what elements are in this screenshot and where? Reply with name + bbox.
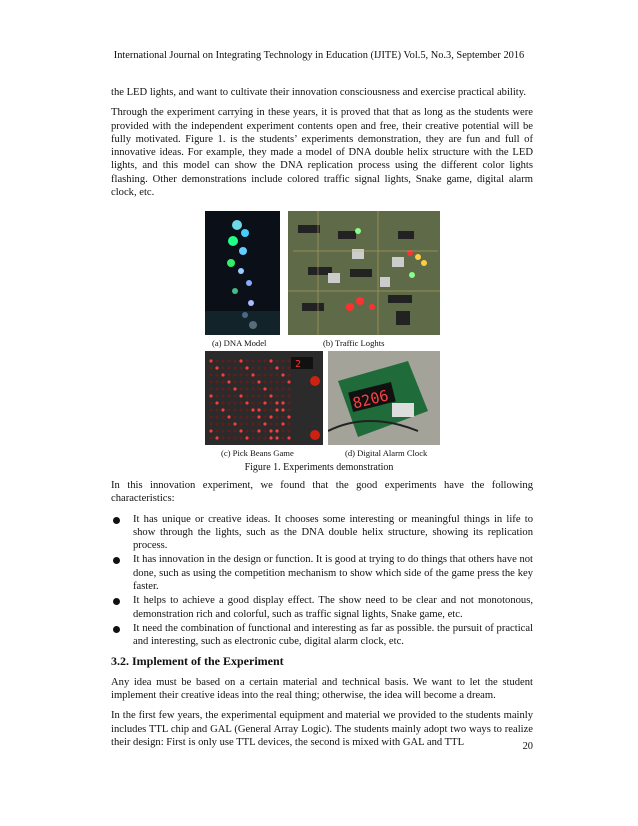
matrix-led xyxy=(263,415,266,418)
paragraph: Through the experiment carrying in these years, it is proved that that as long as the students were provided with the independent experiment contents open and free, their creative potential will be fully motivated. Figure 1. is the students’ experiments demonstration, they are fun and full of innovative ideas. For example, they made a model of DNA double helix structure with the LED lights, and this model can show the DNA replication process using the different color lights flashing. Other demonstrations include colored traffic signal lights, Snake game, digital alarm clock, etc. xyxy=(111,107,533,199)
matrix-led xyxy=(227,380,230,383)
matrix-led xyxy=(239,373,242,376)
bullet-icon xyxy=(113,626,120,633)
matrix-led xyxy=(257,401,260,404)
matrix-led xyxy=(209,387,212,390)
matrix-led xyxy=(275,408,278,411)
matrix-led xyxy=(269,373,272,376)
matrix-led xyxy=(275,394,278,397)
matrix-led xyxy=(245,359,248,362)
matrix-led xyxy=(215,415,218,418)
matrix-led xyxy=(269,422,272,425)
game-score: 2 xyxy=(295,359,302,370)
matrix-led xyxy=(263,373,266,376)
matrix-led xyxy=(227,408,230,411)
matrix-led xyxy=(215,366,218,369)
list-item-text: It has innovation in the design or function. It is good at trying to do things that others have not done, such as using the competition mechanism to show which side of the game press the key faster. xyxy=(133,554,533,593)
paragraph: Any idea must be based on a certain material and technical basis. We want to let the student implement their creative ideas into the real thing; otherwise, the idea will become a dream. xyxy=(111,676,533,702)
matrix-led xyxy=(251,387,254,390)
matrix-led xyxy=(257,436,260,439)
matrix-led xyxy=(215,359,218,362)
traffic-lights-photo xyxy=(288,211,440,335)
matrix-led xyxy=(233,415,236,418)
matrix-led xyxy=(251,401,254,404)
matrix-led xyxy=(269,366,272,369)
matrix-led xyxy=(221,387,224,390)
matrix-led xyxy=(239,422,242,425)
matrix-led xyxy=(287,429,290,432)
matrix-led xyxy=(287,422,290,425)
matrix-led xyxy=(209,408,212,411)
matrix-led xyxy=(215,429,218,432)
matrix-led xyxy=(233,394,236,397)
matrix-led xyxy=(239,359,242,362)
matrix-led xyxy=(221,436,224,439)
matrix-led xyxy=(227,366,230,369)
matrix-led xyxy=(215,401,218,404)
matrix-led xyxy=(275,422,278,425)
matrix-led xyxy=(263,394,266,397)
matrix-led xyxy=(263,380,266,383)
matrix-led xyxy=(209,366,212,369)
traffic-board-graphic xyxy=(288,211,440,335)
list-item xyxy=(111,594,533,621)
matrix-led xyxy=(263,401,266,404)
matrix-led xyxy=(269,401,272,404)
matrix-led xyxy=(215,387,218,390)
matrix-led xyxy=(281,422,284,425)
figure-1 xyxy=(205,211,440,476)
matrix-led xyxy=(269,359,272,362)
matrix-led xyxy=(287,401,290,404)
matrix-led xyxy=(281,429,284,432)
matrix-led xyxy=(257,394,260,397)
caption-b: (b) Traffic Loghts xyxy=(323,338,385,348)
matrix-led xyxy=(257,373,260,376)
matrix-led xyxy=(275,401,278,404)
bullet-icon xyxy=(113,517,120,524)
matrix-led xyxy=(221,394,224,397)
figure-caption: Figure 1. Experiments demonstration xyxy=(244,462,394,473)
matrix-led xyxy=(227,387,230,390)
list-item xyxy=(111,553,533,593)
matrix-led xyxy=(245,401,248,404)
matrix-led xyxy=(251,394,254,397)
matrix-led xyxy=(215,422,218,425)
matrix-led xyxy=(257,429,260,432)
matrix-led xyxy=(275,415,278,418)
digital-alarm-clock-photo xyxy=(328,351,440,445)
matrix-led xyxy=(233,380,236,383)
matrix-led xyxy=(221,408,224,411)
matrix-led xyxy=(251,408,254,411)
matrix-led xyxy=(233,422,236,425)
matrix-led xyxy=(245,429,248,432)
bottom-text xyxy=(111,479,533,756)
matrix-led xyxy=(287,387,290,390)
matrix-led xyxy=(263,387,266,390)
matrix-led xyxy=(287,436,290,439)
matrix-led xyxy=(239,429,242,432)
list-item xyxy=(111,513,533,553)
clock-digits: 8206 xyxy=(350,386,391,413)
matrix-led xyxy=(275,429,278,432)
caption-a: (a) DNA Model xyxy=(212,338,267,348)
pick-beans-game-photo xyxy=(205,351,323,445)
matrix-led xyxy=(233,387,236,390)
caption-c: (c) Pick Beans Game xyxy=(221,448,294,458)
matrix-led xyxy=(257,387,260,390)
paragraph: the LED lights, and want to cultivate their innovation consciousness and exercise practical ability. xyxy=(111,87,526,98)
matrix-led xyxy=(257,380,260,383)
matrix-led xyxy=(227,436,230,439)
matrix-led xyxy=(215,373,218,376)
matrix-led xyxy=(281,373,284,376)
matrix-led xyxy=(239,366,242,369)
matrix-led xyxy=(227,359,230,362)
matrix-led xyxy=(215,380,218,383)
matrix-led xyxy=(227,429,230,432)
matrix-led xyxy=(281,366,284,369)
matrix-led xyxy=(215,436,218,439)
matrix-led xyxy=(239,415,242,418)
matrix-led xyxy=(269,394,272,397)
matrix-led xyxy=(269,415,272,418)
matrix-led xyxy=(257,408,260,411)
matrix-led xyxy=(233,436,236,439)
matrix-led xyxy=(215,394,218,397)
matrix-led xyxy=(287,415,290,418)
matrix-led xyxy=(227,415,230,418)
section-heading: 3.2. Implement of the Experiment xyxy=(111,653,284,668)
matrix-led xyxy=(245,366,248,369)
matrix-led xyxy=(233,401,236,404)
page-number: 20 xyxy=(522,741,533,752)
matrix-led xyxy=(233,373,236,376)
matrix-led xyxy=(209,436,212,439)
matrix-led xyxy=(209,359,212,362)
matrix-led xyxy=(281,394,284,397)
matrix-led xyxy=(245,408,248,411)
matrix-led xyxy=(281,380,284,383)
matrix-led xyxy=(221,401,224,404)
bullet-icon xyxy=(113,557,120,564)
matrix-led xyxy=(281,387,284,390)
matrix-led xyxy=(221,359,224,362)
matrix-led xyxy=(263,429,266,432)
matrix-led xyxy=(245,436,248,439)
matrix-led xyxy=(269,436,272,439)
matrix-led xyxy=(245,387,248,390)
matrix-led xyxy=(239,401,242,404)
matrix-led xyxy=(257,366,260,369)
matrix-led xyxy=(251,422,254,425)
paragraph: In this innovation experiment, we found that the good experiments have the following characteristics: xyxy=(111,480,533,505)
dna-led-graphic xyxy=(205,211,280,335)
matrix-led xyxy=(251,415,254,418)
matrix-led xyxy=(269,387,272,390)
paragraph: In the first few years, the experimental equipment and material we provided to the students mainly includes TTL chip and GAL (General Array Logic). The students mainly adopt two ways to realize their design: First is only use TTL devices, the second is mixed with GAL and TTL xyxy=(111,710,533,749)
matrix-led xyxy=(209,429,212,432)
matrix-led xyxy=(263,436,266,439)
matrix-led xyxy=(233,359,236,362)
list-item-text: It helps to achieve a good display effect. The show need to be clear and not monotonous, demonstration rich and colorful, such as traffic signal lights, Snake game, etc. xyxy=(133,595,533,620)
matrix-led xyxy=(251,380,254,383)
journal-header: International Journal on Integrating Technology in Education (IJITE) Vol.5, No.3, September 2016 xyxy=(113,50,525,61)
matrix-led xyxy=(239,394,242,397)
list-item-text: It has unique or creative ideas. It chooses some interesting or meaningful things in life to show through the lights, such as the DNA double helix structure, showing its replication process. xyxy=(133,513,533,552)
matrix-led xyxy=(221,373,224,376)
matrix-led xyxy=(251,359,254,362)
matrix-led xyxy=(215,408,218,411)
clock-board-graphic xyxy=(328,351,440,445)
matrix-led xyxy=(239,387,242,390)
matrix-led xyxy=(233,408,236,411)
matrix-led xyxy=(257,422,260,425)
matrix-led xyxy=(245,415,248,418)
matrix-led xyxy=(287,408,290,411)
matrix-led xyxy=(227,373,230,376)
matrix-led xyxy=(209,401,212,404)
matrix-led xyxy=(221,429,224,432)
matrix-led xyxy=(209,422,212,425)
matrix-led xyxy=(275,387,278,390)
matrix-led xyxy=(233,366,236,369)
matrix-led xyxy=(251,366,254,369)
matrix-led xyxy=(251,373,254,376)
matrix-led xyxy=(227,401,230,404)
list-item xyxy=(111,622,533,649)
matrix-led xyxy=(209,415,212,418)
matrix-led xyxy=(263,408,266,411)
matrix-led xyxy=(221,366,224,369)
matrix-led xyxy=(287,373,290,376)
caption-d: (d) Digital Alarm Clock xyxy=(345,448,428,458)
matrix-led xyxy=(275,380,278,383)
matrix-led xyxy=(239,408,242,411)
matrix-led xyxy=(209,373,212,376)
matrix-led xyxy=(281,436,284,439)
bullet-icon xyxy=(113,598,120,605)
matrix-led xyxy=(287,359,290,362)
matrix-led xyxy=(239,436,242,439)
matrix-led xyxy=(251,436,254,439)
matrix-led xyxy=(287,366,290,369)
matrix-led xyxy=(221,380,224,383)
matrix-led xyxy=(245,380,248,383)
matrix-led xyxy=(227,422,230,425)
dna-model-photo xyxy=(205,211,280,335)
matrix-led xyxy=(281,401,284,404)
matrix-led xyxy=(269,408,272,411)
matrix-led xyxy=(221,415,224,418)
matrix-led xyxy=(263,366,266,369)
matrix-led xyxy=(275,359,278,362)
matrix-led xyxy=(245,394,248,397)
matrix-led xyxy=(281,359,284,362)
matrix-led xyxy=(251,429,254,432)
matrix-led xyxy=(209,394,212,397)
led-matrix-graphic xyxy=(205,351,323,445)
matrix-led xyxy=(263,359,266,362)
matrix-led xyxy=(245,373,248,376)
matrix-led xyxy=(239,380,242,383)
matrix-led xyxy=(227,394,230,397)
matrix-led xyxy=(269,380,272,383)
matrix-led xyxy=(257,415,260,418)
matrix-led xyxy=(269,429,272,432)
matrix-led xyxy=(281,408,284,411)
list-item-text: It need the combination of functional and interesting as far as possible. the pursuit of practical and interesting, such as electronic cube, digital alarm clock, etc. xyxy=(133,622,533,648)
matrix-led xyxy=(221,422,224,425)
matrix-led xyxy=(263,422,266,425)
matrix-led xyxy=(287,394,290,397)
top-text xyxy=(111,86,533,206)
matrix-led xyxy=(275,373,278,376)
matrix-led xyxy=(275,436,278,439)
matrix-led xyxy=(287,380,290,383)
matrix-led xyxy=(281,415,284,418)
matrix-led xyxy=(275,366,278,369)
matrix-led xyxy=(245,422,248,425)
matrix-led xyxy=(257,359,260,362)
matrix-led xyxy=(209,380,212,383)
matrix-led xyxy=(233,429,236,432)
characteristics-list xyxy=(111,513,533,649)
